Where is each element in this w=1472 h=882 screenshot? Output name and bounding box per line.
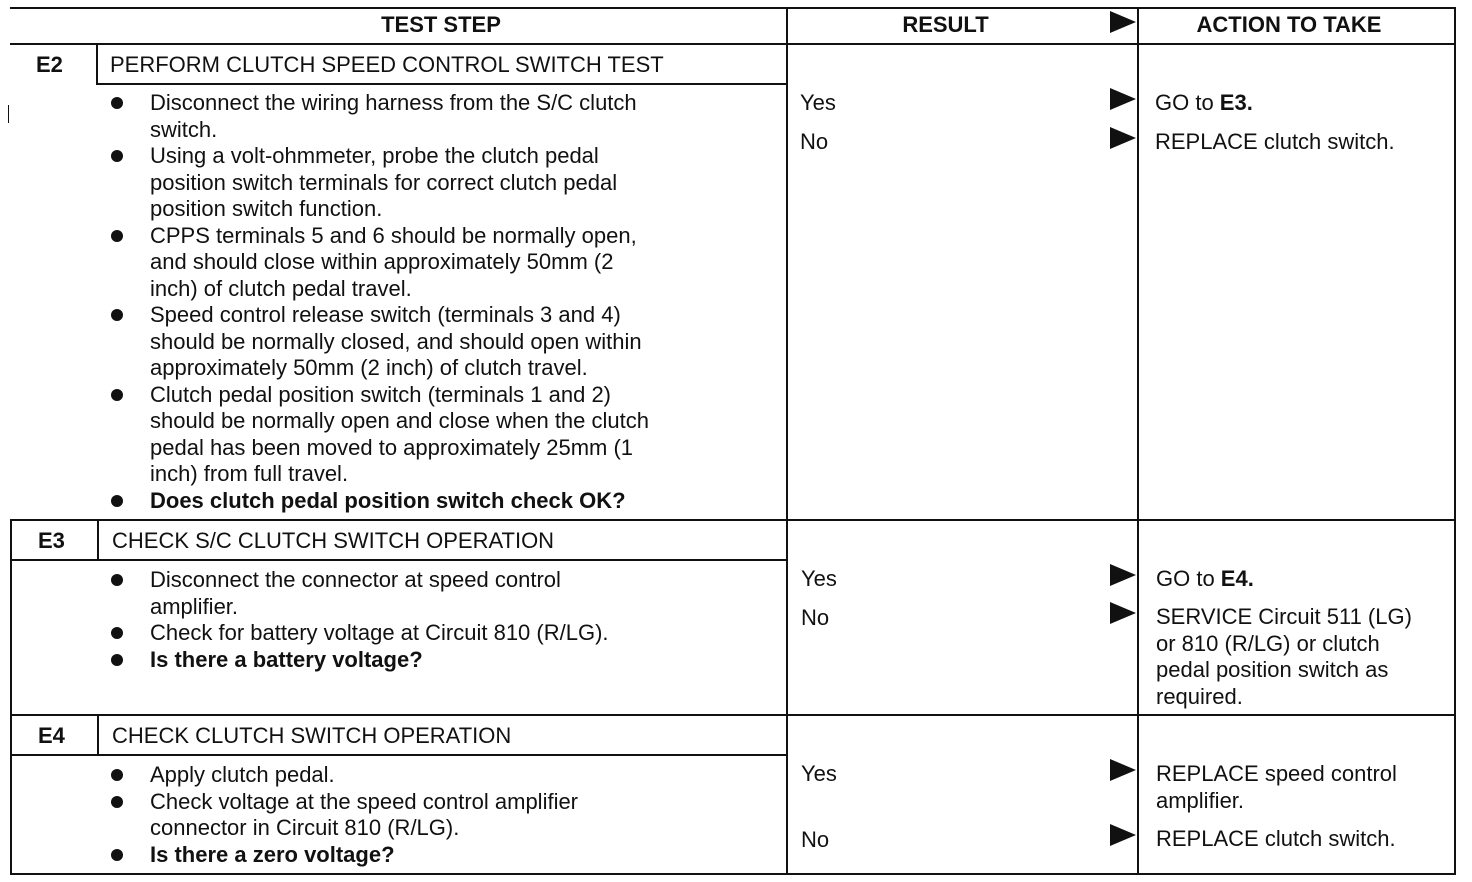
bullet-item: Using a volt-ohmmeter, probe the clutch pedal position switch terminals for correct clutch pedal position switch function.: [106, 143, 649, 223]
step-id: E4: [38, 723, 65, 748]
arrow-icon: [1110, 602, 1136, 624]
bullet-item: Speed control release switch (terminals 3 and 4) should be normally closed, and should open within approximately 50mm (2 inch) of clutch travel.: [106, 302, 649, 382]
bullet-question: Does clutch pedal position switch check OK?: [106, 488, 649, 515]
bullet-icon: [111, 150, 123, 162]
rule-left: [10, 519, 12, 875]
bullet-item: Clutch pedal position switch (terminals 1 and 2) should be normally open and close when the clutch pedal has been moved to approximately 25mm (1 inch) from full travel.: [106, 382, 649, 488]
step-id: E3: [38, 528, 65, 553]
step-bullets: [106, 762, 578, 868]
action-no: SERVICE Circuit 511 (LG) or 810 (R/LG) or clutch pedal position switch as required.: [1156, 604, 1412, 709]
step-title: CHECK S/C CLUTCH SWITCH OPERATION: [112, 528, 555, 553]
action-no: REPLACE clutch switch.: [1155, 129, 1395, 154]
bullet-icon: [111, 495, 123, 507]
result-yes: Yes: [800, 90, 836, 115]
header-test-step: TEST STEP: [381, 12, 501, 37]
header-arrow-icon: [1110, 11, 1136, 33]
rule-e4-title: [10, 754, 788, 756]
bullet-item: Apply clutch pedal.: [106, 762, 578, 789]
rule-result-left: [786, 7, 788, 875]
bullet-icon: [111, 769, 123, 781]
rule-e2-title: [96, 83, 786, 85]
rule-bottom: [10, 873, 1456, 875]
bullet-icon: [111, 654, 123, 666]
step-bullets: [106, 90, 649, 514]
bullet-question: Is there a zero voltage?: [106, 842, 578, 869]
bullet-icon: [111, 230, 123, 242]
bullet-item: Disconnect the connector at speed control amplifier.: [106, 567, 609, 620]
result-no: No: [801, 827, 830, 852]
rule-id-e3: [97, 521, 99, 561]
bullet-icon: [111, 796, 123, 808]
action-yes: GO to E3.: [1155, 90, 1253, 115]
arrow-icon: [1110, 759, 1136, 781]
action-yes: GO to E4.: [1156, 566, 1254, 591]
action-yes: REPLACE speed control amplifier.: [1156, 761, 1397, 813]
result-no: No: [801, 605, 830, 630]
step-title: PERFORM CLUTCH SPEED CONTROL SWITCH TEST: [110, 52, 664, 77]
arrow-icon: [1110, 127, 1136, 149]
bullet-item: Check for battery voltage at Circuit 810 (R/LG).: [106, 620, 609, 647]
arrow-icon: [1110, 88, 1136, 110]
bullet-icon: [111, 309, 123, 321]
result-yes: Yes: [801, 566, 837, 591]
rule-right: [1454, 7, 1456, 875]
bullet-icon: [111, 627, 123, 639]
arrow-icon: [1110, 564, 1136, 586]
arrow-icon: [1110, 824, 1136, 846]
rule-header-bottom: [10, 43, 1456, 45]
header-action: ACTION TO TAKE: [1196, 12, 1382, 37]
bullet-item: Check voltage at the speed control amplifier connector in Circuit 810 (R/LG).: [106, 789, 578, 842]
bullet-icon: [111, 574, 123, 586]
rule-left-stub: [8, 105, 9, 123]
bullet-item: Disconnect the wiring harness from the S/C clutch switch.: [106, 90, 649, 143]
bullet-icon: [111, 849, 123, 861]
rule-e2-bottom: [10, 519, 1456, 521]
rule-id-e4: [97, 716, 99, 756]
rule-action-left: [1137, 7, 1139, 875]
rule-e3-bottom: [10, 714, 1456, 716]
bullet-item: CPPS terminals 5 and 6 should be normally open, and should close within approximately 50mm (2 inch) of clutch pedal travel.: [106, 223, 649, 303]
rule-top: [10, 7, 1456, 9]
result-no: No: [800, 129, 829, 154]
rule-id-e2: [96, 45, 98, 85]
header-result: RESULT: [902, 12, 989, 37]
action-no: REPLACE clutch switch.: [1156, 826, 1396, 851]
bullet-question: Is there a battery voltage?: [106, 647, 609, 674]
bullet-icon: [111, 389, 123, 401]
step-bullets: [106, 567, 609, 673]
result-yes: Yes: [801, 761, 837, 786]
step-title: CHECK CLUTCH SWITCH OPERATION: [112, 723, 512, 748]
bullet-icon: [111, 97, 123, 109]
rule-e3-title: [10, 559, 788, 561]
step-id: E2: [36, 52, 63, 77]
